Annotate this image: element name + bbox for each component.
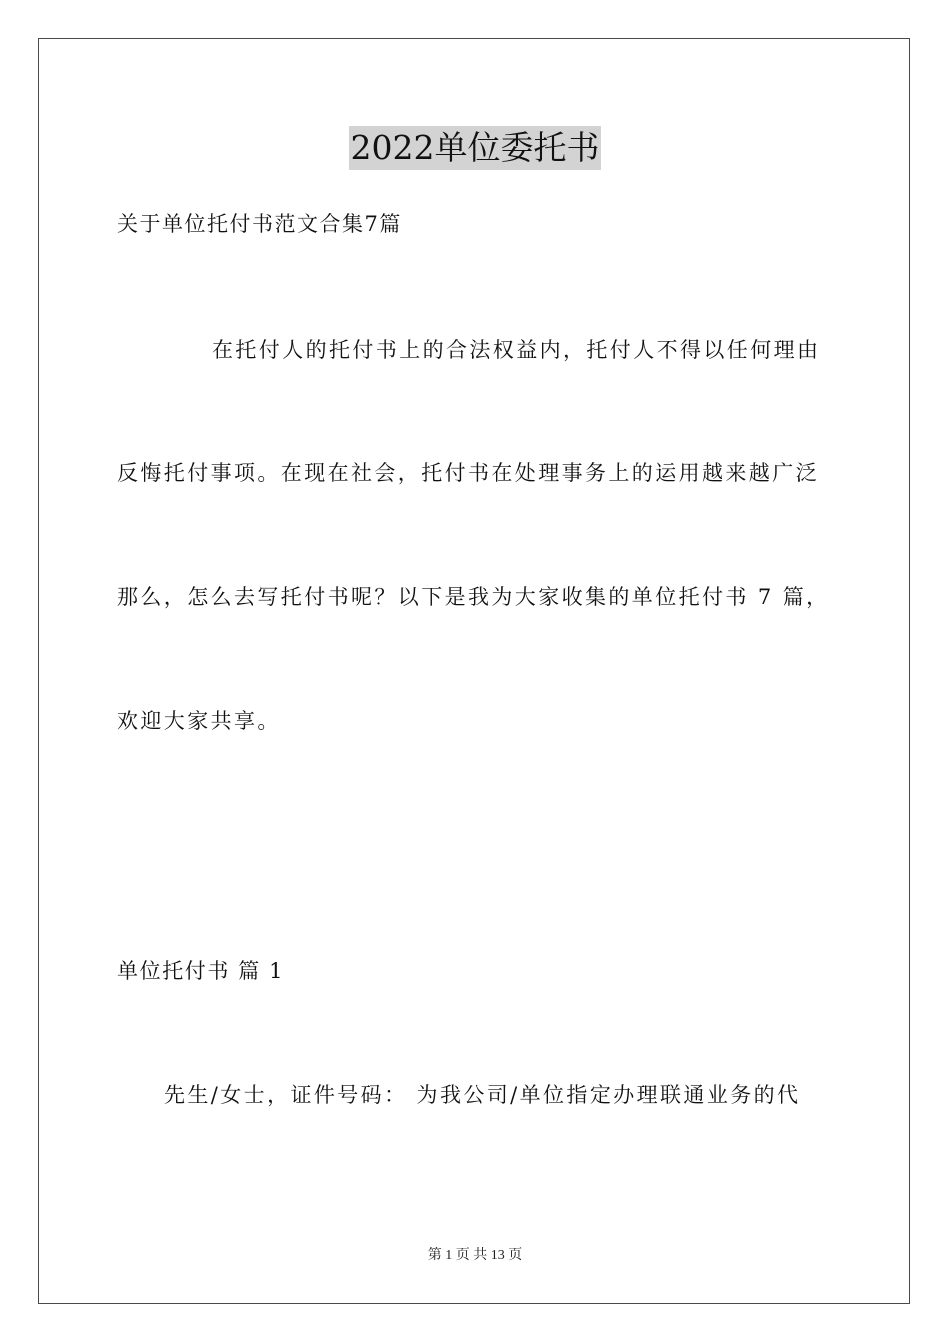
paragraph-line: 欢迎大家共享。	[117, 709, 281, 733]
title-container	[0, 126, 950, 170]
paragraph-line: 那么，怎么去写托付书呢？以下是我为大家收集的单位托付书 7 篇，	[117, 585, 830, 609]
paragraph-line: 反悔托付事项。在现在社会，托付书在处理事务上的运用越来越广泛	[117, 461, 819, 485]
document-subtitle: 关于单位托付书范文合集7篇	[117, 212, 402, 236]
paragraph-line: 在托付人的托付书上的合法权益内，托付人不得以任何理由	[212, 338, 821, 362]
document-title: 2022单位委托书	[349, 126, 602, 170]
section-heading: 单位托付书 篇 1	[117, 959, 285, 983]
page-footer: 第 1 页 共 13 页	[427, 1248, 523, 1263]
section-paragraph-line: 先生/女士，证件号码： 为我公司/单位指定办理联通业务的代	[164, 1083, 801, 1107]
